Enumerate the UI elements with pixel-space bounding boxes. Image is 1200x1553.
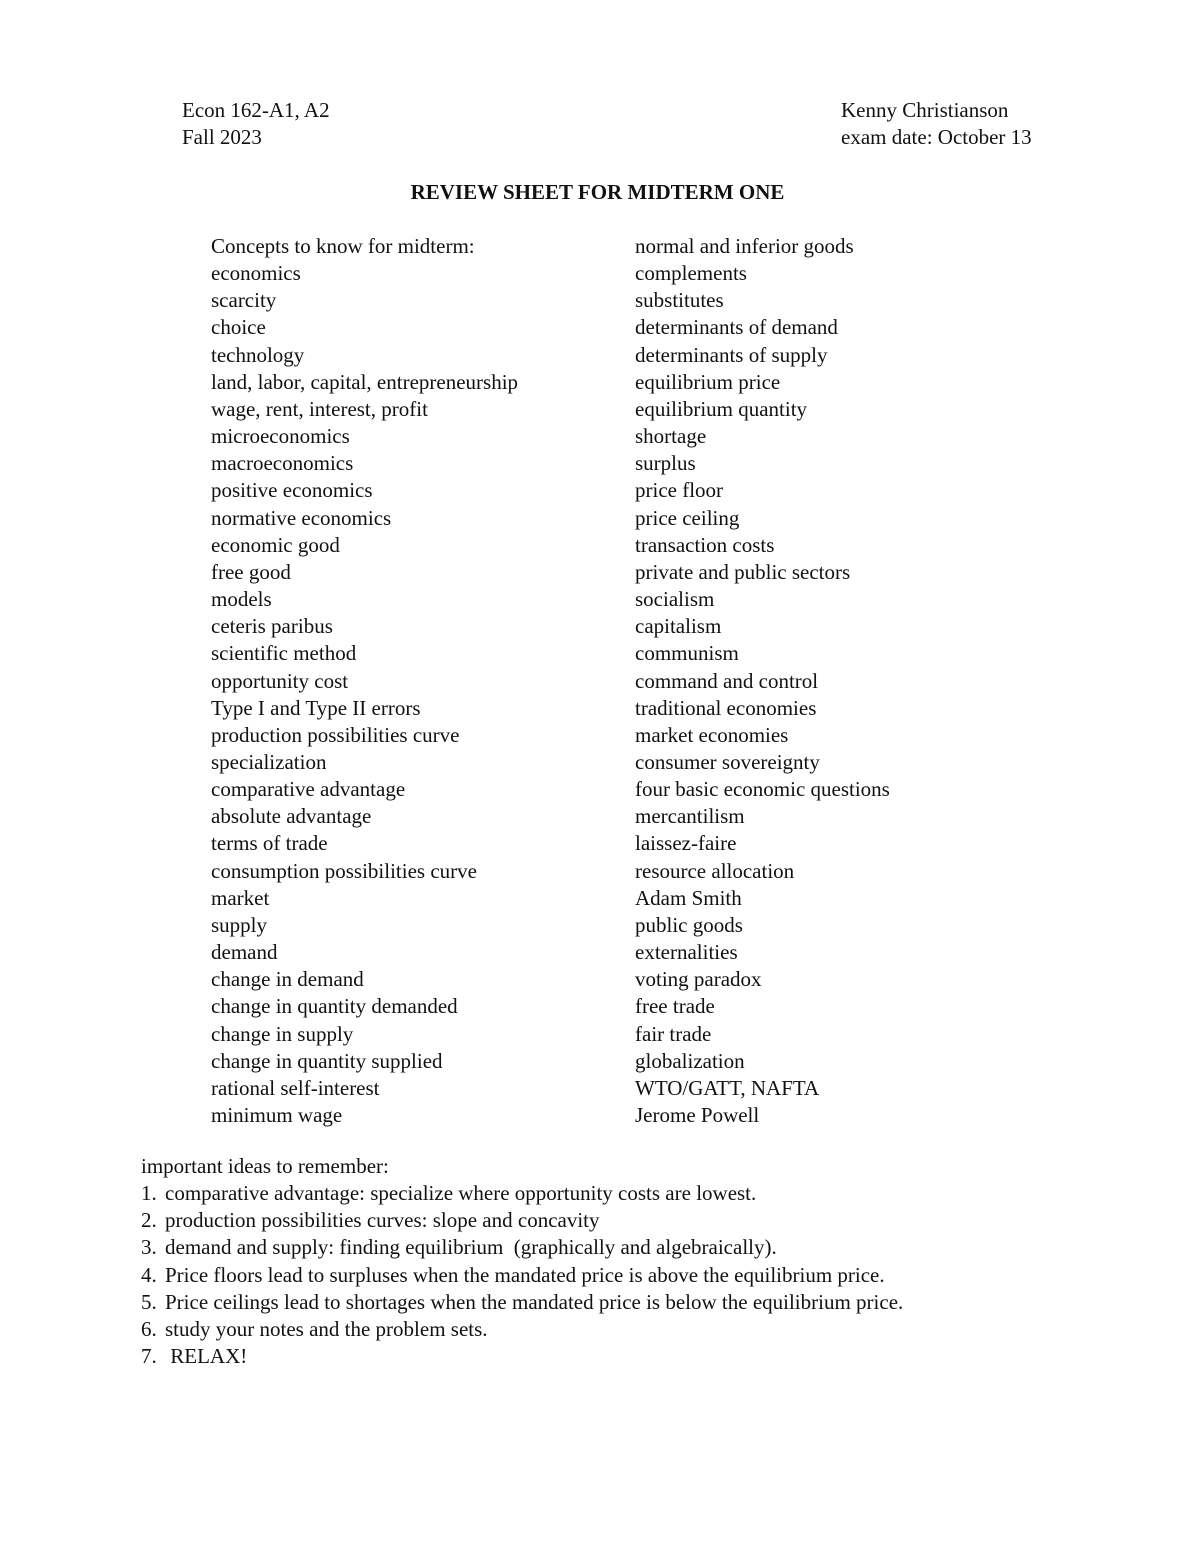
concept-item: resource allocation [635, 858, 795, 883]
concept-item: production possibilities curve [211, 722, 460, 747]
idea-number: 3. [141, 1235, 157, 1260]
concept-item: scarcity [211, 288, 277, 313]
ideas-list [141, 1180, 1041, 1370]
idea-number: 7. [141, 1344, 157, 1369]
concept-item: substitutes [635, 288, 724, 313]
idea-item [141, 1234, 1041, 1261]
idea-number: 1. [141, 1181, 157, 1206]
idea-item [141, 1289, 1041, 1316]
concept-item: Jerome Powell [635, 1103, 760, 1127]
idea-text: Price ceilings lead to shortages when the mandated price is below the equilibrium price. [165, 1289, 904, 1314]
concept-item: scientific method [211, 641, 357, 666]
concept-item: rational self-interest [211, 1075, 380, 1100]
concept-item: voting paradox [635, 967, 762, 992]
concept-item: determinants of supply [635, 342, 828, 367]
concept-item: normal and inferior goods [635, 234, 854, 258]
concepts-list-right [635, 233, 890, 1129]
idea-item [141, 1343, 1041, 1370]
page-title: REVIEW SHEET FOR MIDTERM ONE [410, 180, 785, 204]
concept-item: opportunity cost [211, 668, 349, 693]
instructor-info [841, 97, 1032, 151]
concept-item: socialism [635, 587, 715, 612]
concept-item: normative economics [211, 505, 392, 530]
concept-item: market economies [635, 722, 789, 747]
ideas-heading: important ideas to remember: [141, 1154, 389, 1178]
concept-item: change in quantity supplied [211, 1048, 443, 1073]
concept-item: demand [211, 940, 278, 965]
concept-item: private and public sectors [635, 559, 851, 584]
term: Fall 2023 [182, 125, 262, 150]
concept-item: complements [635, 261, 747, 286]
concept-item: consumption possibilities curve [211, 858, 477, 883]
concept-item: equilibrium price [635, 369, 781, 394]
idea-item [141, 1262, 1041, 1289]
concept-item: choice [211, 315, 266, 340]
concept-item: market [211, 885, 270, 910]
idea-text: demand and supply: finding equilibrium (graphically and algebraically). [165, 1235, 777, 1260]
concept-item: globalization [635, 1048, 745, 1073]
concept-item: traditional economies [635, 695, 817, 720]
idea-number: 6. [141, 1316, 157, 1341]
concept-item: free good [211, 559, 291, 584]
idea-text: study your notes and the problem sets. [165, 1316, 488, 1341]
concept-item: models [211, 587, 272, 612]
concept-item: specialization [211, 749, 327, 774]
concept-item: change in demand [211, 967, 364, 992]
concept-item: shortage [635, 424, 707, 449]
concept-item: four basic economic questions [635, 777, 890, 802]
concept-item: laissez-faire [635, 831, 737, 856]
concept-item: Type I and Type II errors [211, 695, 421, 720]
concept-item: macroeconomics [211, 451, 354, 476]
concept-item: minimum wage [211, 1103, 343, 1127]
instructor-name: Kenny Christianson [841, 98, 1009, 122]
important-ideas [141, 1153, 1041, 1370]
concept-item: surplus [635, 451, 696, 476]
concept-item: comparative advantage [211, 777, 406, 802]
idea-number: 4. [141, 1262, 157, 1287]
course-info [182, 97, 330, 151]
concept-item: change in quantity demanded [211, 994, 458, 1019]
concept-item: public goods [635, 912, 743, 937]
concept-item: command and control [635, 668, 819, 693]
idea-text: RELAX! [165, 1344, 248, 1369]
concept-item: economics [211, 261, 301, 286]
concept-item: wage, rent, interest, profit [211, 396, 428, 421]
concept-item: price ceiling [635, 505, 740, 530]
concept-item: microeconomics [211, 424, 350, 449]
concept-item: terms of trade [211, 831, 328, 856]
concept-item: WTO/GATT, NAFTA [635, 1075, 820, 1100]
idea-number: 2. [141, 1208, 157, 1233]
concept-item: determinants of demand [635, 315, 838, 340]
concept-item: absolute advantage [211, 804, 372, 829]
concept-item: change in supply [211, 1021, 354, 1046]
concept-item: land, labor, capital, entrepreneurship [211, 369, 519, 394]
concept-item: free trade [635, 994, 715, 1019]
concept-item: economic good [211, 532, 340, 557]
concepts-list-left [211, 233, 518, 1129]
concept-item: technology [211, 342, 305, 367]
concepts-heading: Concepts to know for midterm: [211, 234, 475, 258]
concept-item: fair trade [635, 1021, 712, 1046]
concept-item: externalities [635, 940, 738, 965]
idea-item [141, 1207, 1041, 1234]
concept-item: ceteris paribus [211, 614, 333, 639]
concept-item: communism [635, 641, 739, 666]
idea-number: 5. [141, 1289, 157, 1314]
concept-item: transaction costs [635, 532, 775, 557]
course-code: Econ 162-A1, A2 [182, 98, 330, 122]
concept-item: supply [211, 912, 268, 937]
concept-item: Adam Smith [635, 885, 742, 910]
concept-item: equilibrium quantity [635, 396, 808, 421]
idea-text: Price floors lead to surpluses when the mandated price is above the equilibrium price. [165, 1262, 885, 1287]
concept-item: mercantilism [635, 804, 745, 829]
concept-item: consumer sovereignty [635, 749, 820, 774]
concept-item: capitalism [635, 614, 722, 639]
concept-item: price floor [635, 478, 724, 503]
idea-text: comparative advantage: specialize where opportunity costs are lowest. [165, 1181, 757, 1206]
idea-item [141, 1180, 1041, 1207]
exam-date: exam date: October 13 [841, 125, 1032, 150]
idea-item [141, 1316, 1041, 1343]
concept-item: positive economics [211, 478, 373, 503]
idea-text: production possibilities curves: slope and concavity [165, 1208, 600, 1233]
